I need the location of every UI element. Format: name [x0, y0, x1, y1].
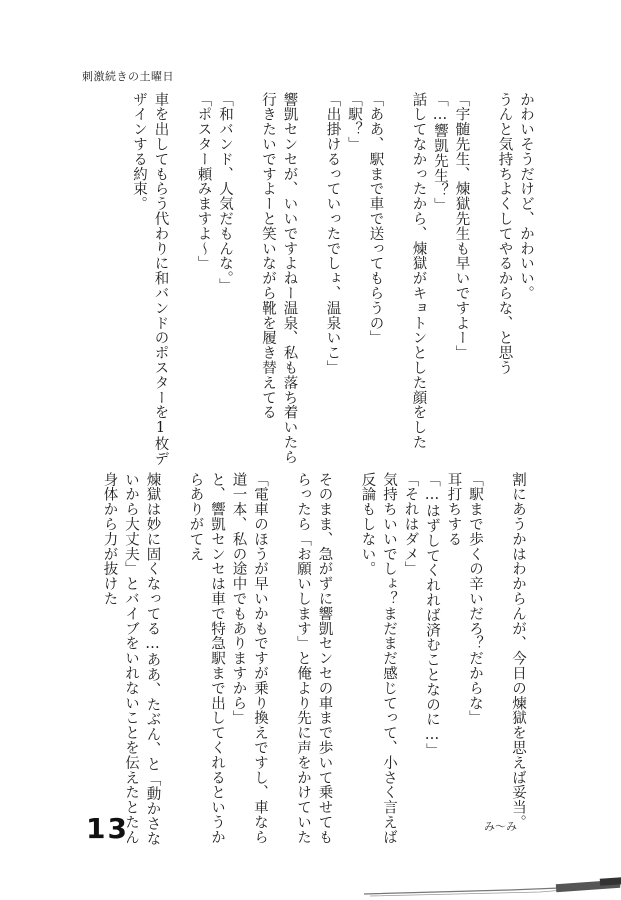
text-line: らありがてえ [187, 472, 204, 562]
pen-scribble-mark [360, 876, 621, 900]
text-line: そのまま、急がずに響凱センセの車まで歩いて乗せても [316, 472, 333, 845]
text-line: うんと気持ちよくしてやるからな、と思う [496, 92, 513, 376]
text-line: 割にあうかはわからんが、今日の煉獄を思えば妥当。 [510, 472, 526, 830]
text-line: ザインする約束。 [131, 92, 147, 212]
chapter-title: 刺激続きの土曜日 [82, 70, 174, 83]
author-name: み～み [484, 820, 517, 833]
text-line: 「和バンド、人気だもんな。」 [217, 92, 233, 294]
text-line: 「駅？」 [346, 92, 362, 152]
text-line: らったら「お願いします」と俺より先に声をかけていた [295, 472, 311, 845]
text-line: 車を出してもらう代わりに和バンドのポスターを1枚デ [152, 92, 169, 466]
text-line: 反論もしない。 [359, 472, 376, 577]
text-line: 「電車のほうが早いかもですが乗り換えですし、車なら [252, 472, 268, 845]
text-line: 身体から力が抜けた [101, 472, 118, 607]
text-line: 気持ちいいでしょ？まだまだ感じてって、小さく言えば [381, 472, 397, 845]
text-line: いから大丈夫」とバイブをいれないことを伝えたとたん [123, 472, 139, 845]
text-line: 響凱センセが、いいですよねー温泉、私も落ち着いたら [281, 92, 298, 465]
text-line: 「…はずしてくれれば済むことなのに…」 [424, 472, 440, 759]
text-line: 「…響凱先生？」 [432, 92, 448, 213]
text-line: 「宇髄先生、煉獄先生も早いですよー」 [453, 92, 470, 361]
text-line: 「ああ、駅まで車で送ってもらうの」 [367, 92, 384, 346]
text-line: 煉獄は妙に固くなってる…ああ、たぶん、と「動かさな [144, 472, 161, 846]
text-line: 行きたいですよーと笑いながら靴を履き替えてる [260, 92, 276, 420]
text-line: 「ポスター頼みますよ～」 [195, 92, 212, 271]
page-number: 13 [86, 812, 129, 845]
text-line: かわいそうだけど、かわいい。 [518, 92, 534, 301]
text-line: 道一本、私の途中でもありますから」 [230, 472, 247, 726]
text-line: 「出掛けるっていったでしょ、温泉いこ」 [324, 92, 341, 376]
text-line: 「駅まで歩くの辛いだろ？だからな」 [467, 472, 483, 726]
text-line: 耳打ちする [445, 472, 462, 547]
text-line: と、響凱センセは車で特急駅まで出してくれるというか [209, 472, 225, 845]
text-line: 話してなかったから、煉獄がキョトンとした顔をした [410, 92, 427, 450]
text-line: 「それはダメ」 [402, 472, 419, 577]
